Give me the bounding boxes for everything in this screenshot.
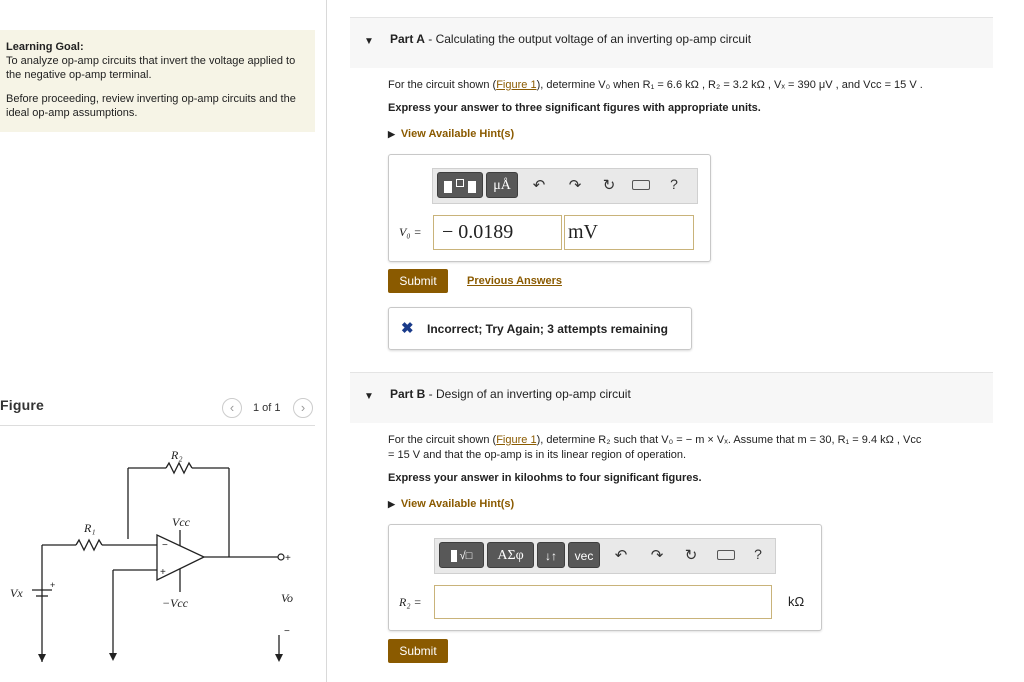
opamp-plus: + <box>160 567 166 578</box>
undo-icon[interactable]: ↶ <box>532 177 546 194</box>
vx-plus: + <box>50 580 56 590</box>
help-button[interactable]: ? <box>754 546 762 562</box>
pane-divider <box>326 0 327 682</box>
part-a-problem: For the circuit shown (Figure 1), determine V₀ when R₁ = 6.6 kΩ , R₂ = 3.2 kΩ , Vₓ = 390 μV , and Vcc = 15 V . <box>388 79 923 91</box>
next-figure-button[interactable]: › <box>293 398 313 418</box>
prev-figure-button[interactable]: ‹ <box>222 398 242 418</box>
opamp-minus: − <box>162 540 168 551</box>
keyboard-icon[interactable] <box>632 180 650 190</box>
subscript-button[interactable]: ↓↑ <box>537 542 565 568</box>
units-input[interactable]: mV <box>564 215 694 250</box>
part-b-problem-line2: = 15 V and that the op-amp is in its linear region of operation. <box>388 449 687 461</box>
learning-goal-text: To analyze op-amp circuits that invert the voltage applied to the negative op-amp terminal. <box>6 55 296 81</box>
reset-icon[interactable]: ↻ <box>602 177 616 194</box>
feedback-message: Incorrect; Try Again; 3 attempts remaining <box>427 322 668 336</box>
label-vcc: Vcc <box>172 515 190 529</box>
r2-input[interactable] <box>434 585 772 619</box>
vo-minus: − <box>284 626 290 637</box>
figure-link[interactable]: Figure 1 <box>496 79 537 91</box>
undo-icon[interactable]: ↶ <box>614 547 628 564</box>
part-a-label: Part A <box>390 32 425 46</box>
part-b-label: Part B <box>390 387 426 401</box>
template-button[interactable]: √□ <box>439 542 484 568</box>
part-a-hint-toggle[interactable]: ▶ View Available Hint(s) <box>388 128 515 140</box>
part-a-var-label: V₀ = <box>399 225 422 239</box>
part-a-title: Calculating the output voltage of an inverting op-amp circuit <box>435 32 752 46</box>
vo-plus: + <box>285 553 291 564</box>
value-input[interactable]: − 0.0189 <box>433 215 562 250</box>
units-label: kΩ <box>788 594 805 609</box>
reset-icon[interactable]: ↻ <box>684 547 698 564</box>
part-a-instruction: Express your answer to three significant figures with appropriate units. <box>388 102 761 114</box>
circuit-diagram <box>0 430 320 680</box>
part-a-header[interactable]: ▼ Part A - Calculating the output voltage of an inverting op-amp circuit <box>350 17 993 68</box>
part-a-toolbar <box>432 168 698 204</box>
part-b-answer-box <box>388 524 822 631</box>
part-b-var-label: R₂ = <box>399 595 422 609</box>
keyboard-icon[interactable] <box>717 550 735 560</box>
part-a-submit-button[interactable]: Submit <box>388 269 448 293</box>
redo-icon[interactable]: ↷ <box>568 177 582 194</box>
units-button[interactable]: μÅ <box>486 172 518 198</box>
part-b-problem: For the circuit shown (Figure 1), determine R₂ such that V₀ = − m × Vₓ. Assume that m = 30, R₁ = 9.4 kΩ , Vcc <box>388 434 922 446</box>
figure-pager: 1 of 1 <box>253 402 281 414</box>
part-b-hint-toggle[interactable]: ▶ View Available Hint(s) <box>388 498 515 510</box>
vector-button[interactable]: vec <box>568 542 600 568</box>
figure-title: Figure <box>0 397 44 413</box>
figure-link[interactable]: Figure 1 <box>496 434 537 446</box>
part-a-answer-box <box>388 154 711 262</box>
caret-right-icon: ▶ <box>388 499 395 509</box>
part-b-toolbar <box>434 538 776 574</box>
part-b-instruction: Express your answer in kiloohms to four significant figures. <box>388 472 702 484</box>
learning-goal-heading: Learning Goal: <box>6 41 84 53</box>
label-r2: R₂ <box>171 448 183 462</box>
redo-icon[interactable]: ↷ <box>650 547 664 564</box>
learning-goal-box <box>0 30 315 132</box>
label-vx: Vx <box>10 586 23 600</box>
part-b-title: Design of an inverting op-amp circuit <box>436 387 631 401</box>
help-button[interactable]: ? <box>670 176 678 192</box>
label-vo: Vo <box>281 591 293 605</box>
collapse-icon[interactable]: ▼ <box>364 391 374 402</box>
previous-answers-link[interactable]: Previous Answers <box>467 275 562 287</box>
label-r1: R₁ <box>84 521 96 535</box>
figure-divider <box>0 425 315 426</box>
template-button[interactable] <box>437 172 483 198</box>
incorrect-icon: ✖ <box>401 320 414 337</box>
feedback-box <box>388 307 692 350</box>
part-b-header[interactable]: ▼ Part B - Design of an inverting op-amp circuit <box>350 372 993 423</box>
caret-right-icon: ▶ <box>388 129 395 139</box>
part-b-submit-button[interactable]: Submit <box>388 639 448 663</box>
learning-goal-note: Before proceeding, review inverting op-amp circuits and the ideal op-amp assumptions. <box>6 93 296 119</box>
greek-symbols-button[interactable]: ΑΣφ <box>487 542 534 568</box>
collapse-icon[interactable]: ▼ <box>364 36 374 47</box>
label-neg-vcc: −Vcc <box>162 596 189 610</box>
